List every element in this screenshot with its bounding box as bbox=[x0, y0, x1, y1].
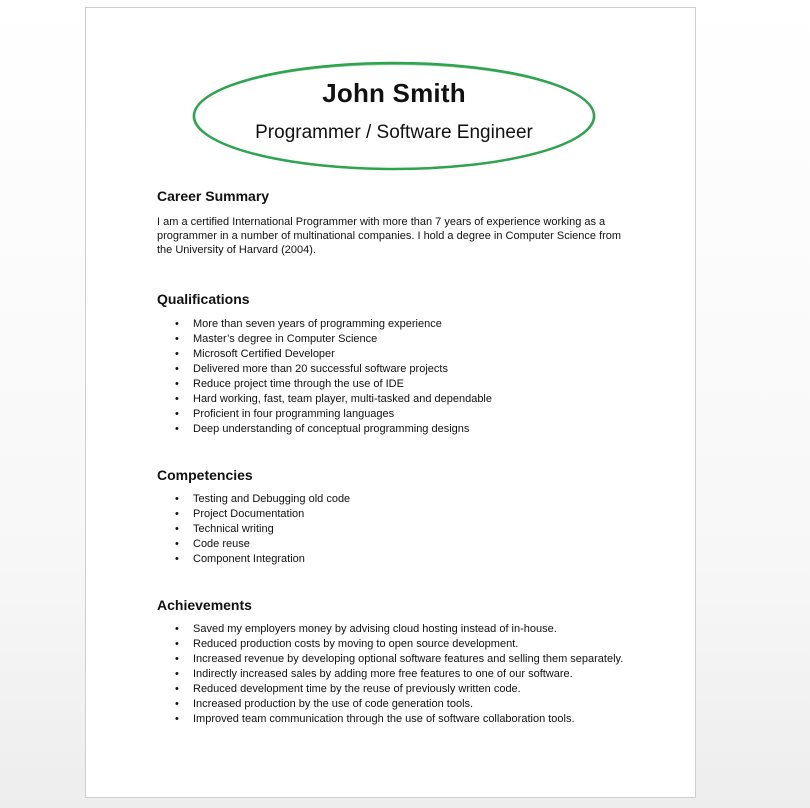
list-item: • Saved my employers money by advising cloud hosting instead of in-house. bbox=[175, 623, 557, 635]
list-item: • Component Integration bbox=[175, 553, 305, 565]
bullet-icon: • bbox=[175, 493, 179, 505]
list-item: • Code reuse bbox=[175, 538, 250, 550]
green-ellipse-outline bbox=[191, 60, 597, 172]
list-item: • Project Documentation bbox=[175, 508, 305, 520]
bullet-icon: • bbox=[175, 393, 179, 405]
qualifications-heading: Qualifications bbox=[157, 291, 250, 307]
candidate-name: John Smith bbox=[322, 78, 466, 108]
competencies-list bbox=[157, 492, 350, 567]
bullet-icon: • bbox=[175, 538, 179, 550]
list-item: • Reduce project time through the use of IDE bbox=[175, 378, 404, 390]
bullet-icon: • bbox=[175, 318, 179, 330]
bullet-icon: • bbox=[175, 713, 179, 725]
career-summary-text: I am a certified International Programmer with more than 7 years of experience working as a programmer in a number of multinational companies. I hold a degree in Computer Science from the University of Harvard (2004). bbox=[157, 216, 622, 256]
list-item: • Testing and Debugging old code bbox=[175, 493, 351, 505]
list-item: • Delivered more than 20 successful software projects bbox=[175, 363, 448, 375]
list-item: • Master’s degree in Computer Science bbox=[175, 333, 378, 345]
list-item: • Deep understanding of conceptual programming designs bbox=[175, 423, 470, 435]
list-item: • Increased revenue by developing optional software features and selling them separately. bbox=[175, 653, 624, 665]
bullet-icon: • bbox=[175, 378, 179, 390]
bullet-icon: • bbox=[175, 623, 179, 635]
list-item: • Reduced development time by the reuse of previously written code. bbox=[175, 683, 521, 695]
bullet-icon: • bbox=[175, 683, 179, 695]
competencies-heading: Competencies bbox=[157, 467, 253, 483]
achievements-heading: Achievements bbox=[157, 597, 252, 613]
career-summary-heading: Career Summary bbox=[157, 188, 270, 204]
bullet-icon: • bbox=[175, 508, 179, 520]
bullet-icon: • bbox=[175, 348, 179, 360]
bullet-icon: • bbox=[175, 638, 179, 650]
list-item: • Improved team communication through the use of software collaboration tools. bbox=[175, 713, 575, 725]
list-item: • Reduced production costs by moving to open source development. bbox=[175, 638, 519, 650]
bullet-icon: • bbox=[175, 553, 179, 565]
bullet-icon: • bbox=[175, 333, 179, 345]
list-item: • Hard working, fast, team player, multi-tasked and dependable bbox=[175, 393, 492, 405]
bullet-icon: • bbox=[175, 408, 179, 420]
list-item: • Indirectly increased sales by adding more free features to one of our software. bbox=[175, 668, 573, 680]
candidate-job-title: Programmer / Software Engineer bbox=[255, 122, 533, 143]
bullet-icon: • bbox=[175, 363, 179, 375]
bullet-icon: • bbox=[175, 523, 179, 535]
resume-page bbox=[85, 7, 696, 798]
bullet-icon: • bbox=[175, 698, 179, 710]
list-item: • Microsoft Certified Developer bbox=[175, 348, 335, 360]
bullet-icon: • bbox=[175, 653, 179, 665]
header-block bbox=[191, 60, 597, 172]
list-item: • Proficient in four programming languages bbox=[175, 408, 395, 420]
bullet-icon: • bbox=[175, 423, 179, 435]
qualifications-list bbox=[157, 317, 492, 437]
achievements-list bbox=[157, 622, 623, 727]
list-item: • Technical writing bbox=[175, 523, 274, 535]
list-item: • Increased production by the use of code generation tools. bbox=[175, 698, 474, 710]
list-item: • More than seven years of programming experience bbox=[175, 318, 442, 330]
bullet-icon: • bbox=[175, 668, 179, 680]
